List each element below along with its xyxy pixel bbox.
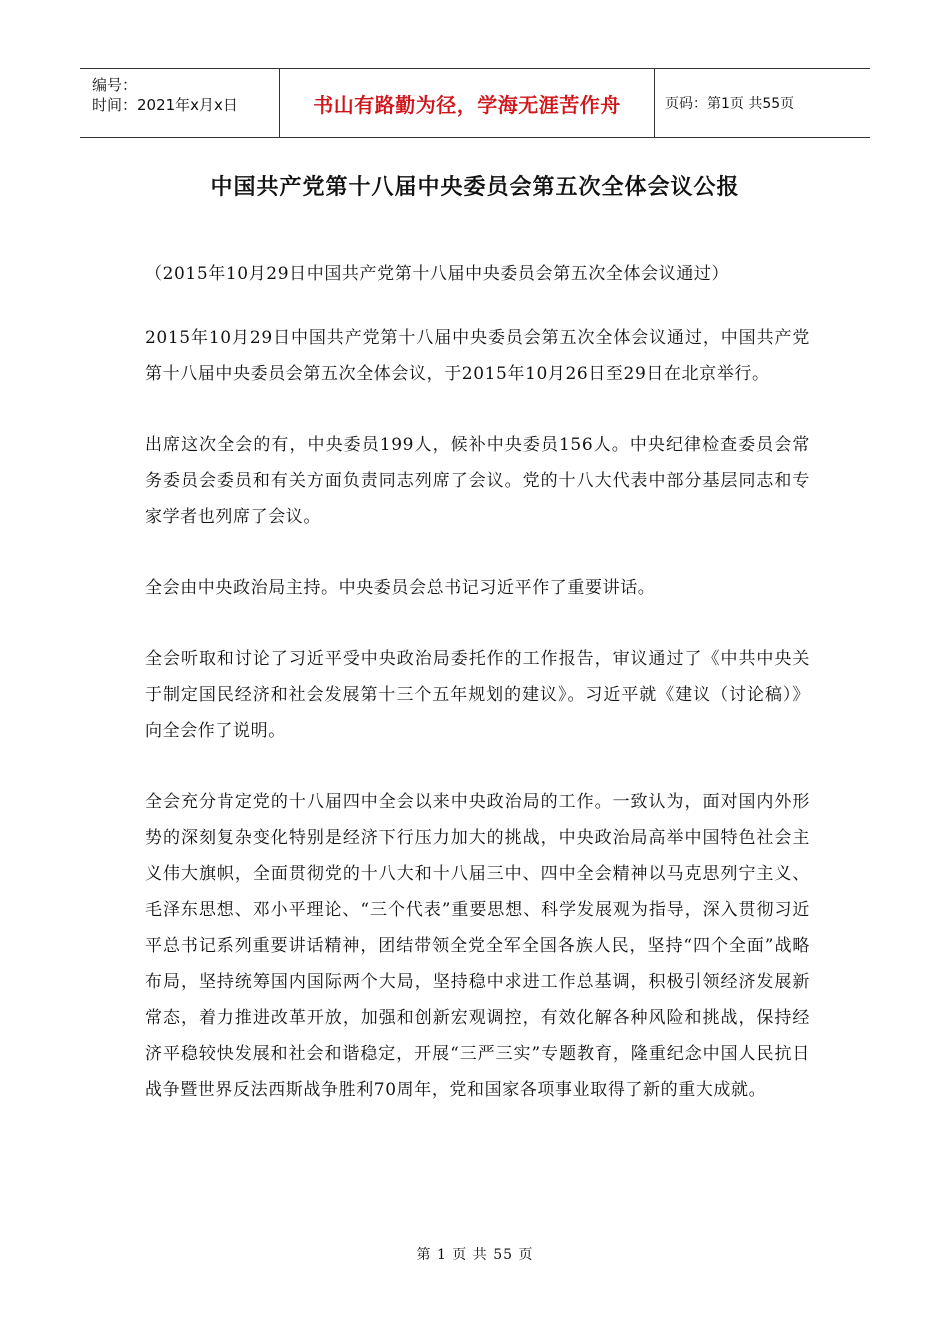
document-body <box>145 256 810 1143</box>
paragraph: 出席这次全会的有，中央委员199人，候补中央委员156人。中央纪律检查委员会常务委员会委员和有关方面负责同志列席了会议。党的十八大代表中部分基层同志和专家学者也列席了会议。 <box>145 435 810 527</box>
header-page-cell <box>655 69 870 137</box>
header-page-info: 页码：第1页 共55页 <box>665 96 795 112</box>
paragraph: 全会由中央政治局主持。中央委员会总书记习近平作了重要讲话。 <box>145 578 656 598</box>
document-subtitle: （2015年10月29日中国共产党第十八届中央委员会第五次全体会议通过） <box>145 264 730 284</box>
paragraph: 全会听取和讨论了习近平受中央政治局委托作的工作报告，审议通过了《中共中央关于制定国民经济和社会发展第十三个五年规划的建议》。习近平就《建议（讨论稿）》向全会作了说明。 <box>145 649 810 741</box>
header-meta-cell <box>80 69 280 137</box>
header-motto-cell <box>280 69 655 137</box>
page-footer: 第 1 页 共 55 页 <box>416 1247 534 1263</box>
header-motto: 书山有路勤为径，学海无涯苦作舟 <box>313 92 621 117</box>
document-header <box>80 68 870 138</box>
paragraph: 全会充分肯定党的十八届四中全会以来中央政治局的工作。一致认为，面对国内外形势的深刻复杂变化特别是经济下行压力加大的挑战，中央政治局高举中国特色社会主义伟大旗帜，全面贯彻党的十八大和十八届三中、四中全会精神以马克思列宁主义、毛泽东思想、邓小平理论、“三个代表”重要思想、科学发展观为指导，深入贯彻习近平总书记系列重要讲话精神，团结带领全党全军全国各族人民，坚持“四个全面”战略布局，坚持统筹国内国际两个大局，坚持稳中求进工作总基调，积极引领经济发展新常态，着力推进改革开放，加强和创新宏观调控，有效化解各种风险和挑战，保持经济平稳较快发展和社会和谐稳定，开展“三严三实”专题教育，隆重纪念中国人民抗日战争暨世界反法西斯战争胜利70周年，党和国家各项事业取得了新的重大成就。 <box>145 792 810 1100</box>
document-number-label: 编号： <box>92 76 138 94</box>
document-title: 中国共产党第十八届中央委员会第五次全体会议公报 <box>210 175 740 200</box>
document-date-label: 时间：2021年x月x日 <box>92 96 238 114</box>
paragraph: 2015年10月29日中国共产党第十八届中央委员会第五次全体会议通过，中国共产党第十八届中央委员会第五次全体会议，于2015年10月26日至29日在北京举行。 <box>145 328 810 384</box>
